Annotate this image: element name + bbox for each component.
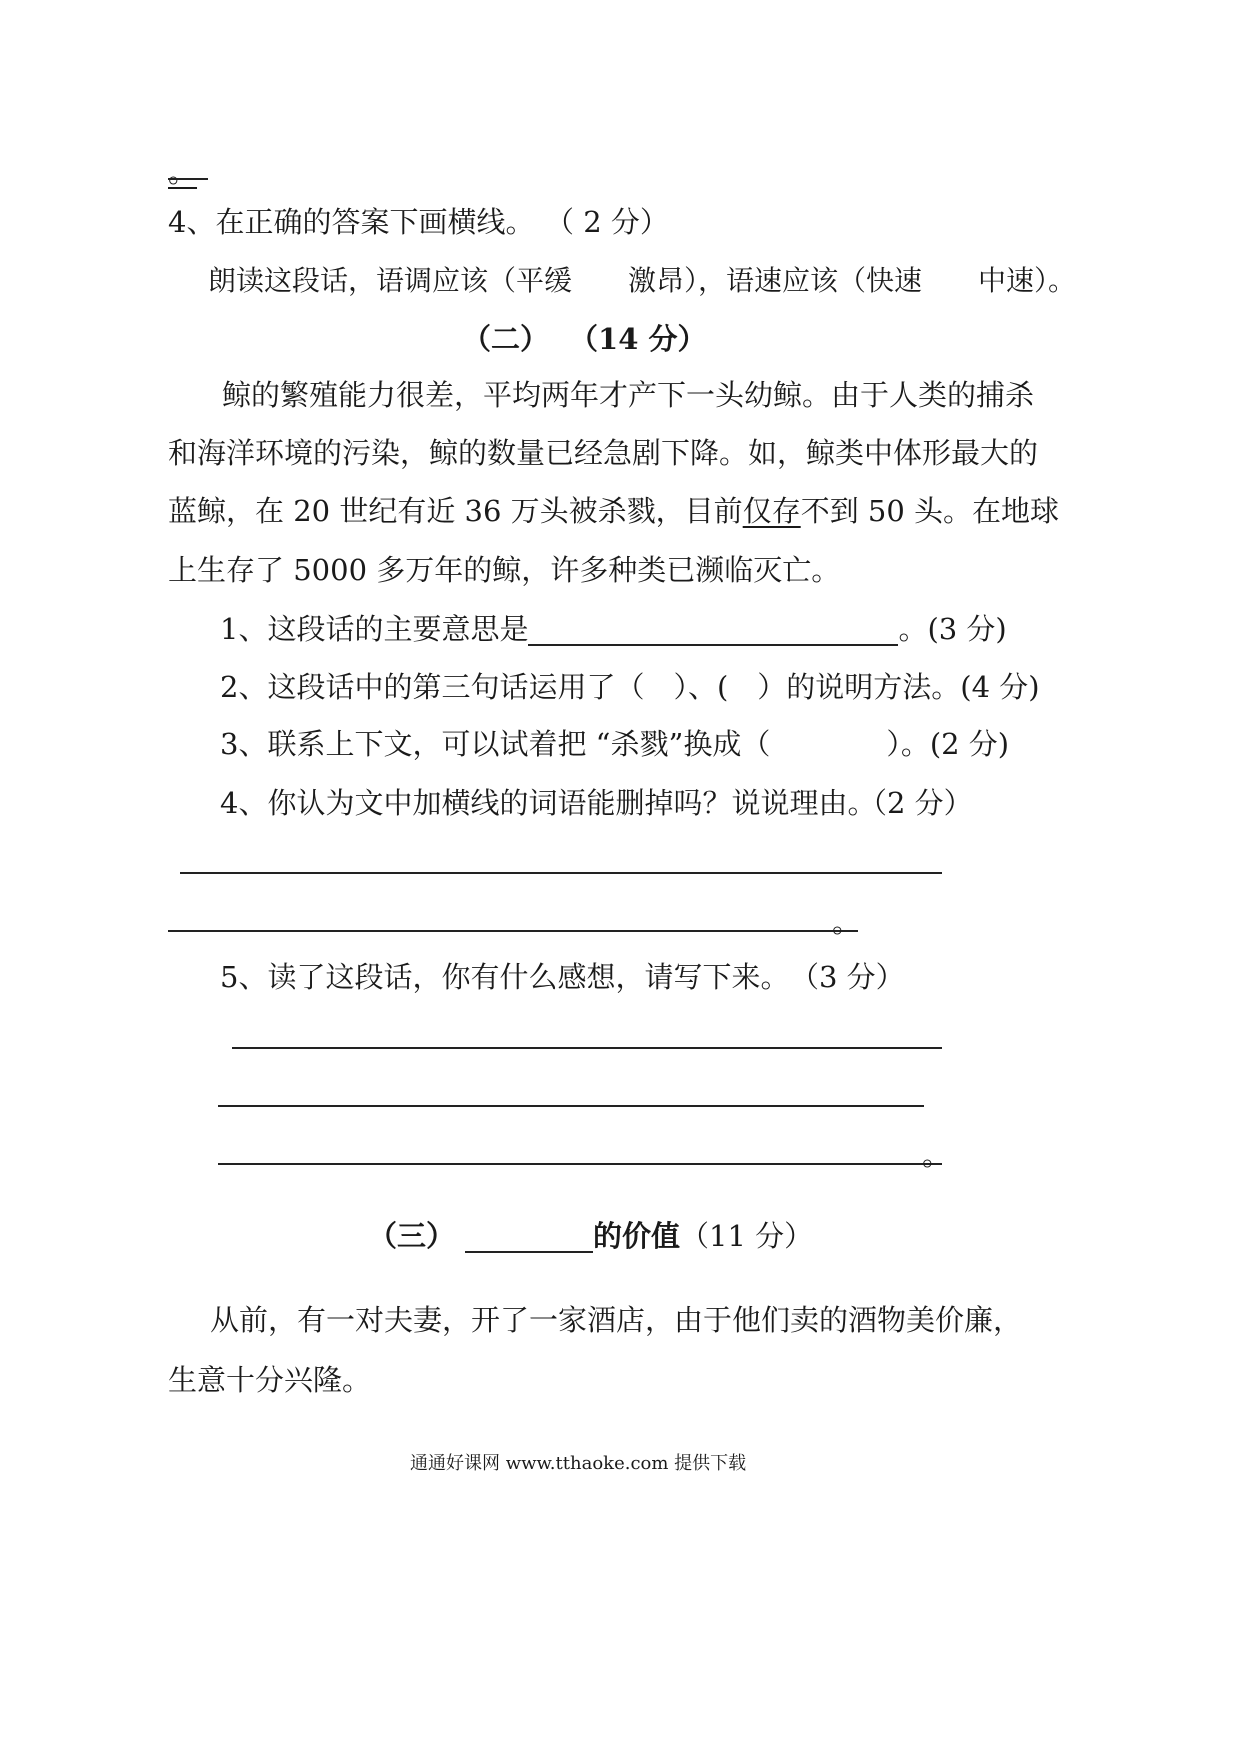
answer-blank-q1[interactable] <box>528 615 898 646</box>
underlined-word: 仅存 <box>742 494 801 528</box>
passage-line-3: 蓝鲸，在 20 世纪有近 36 万头被杀戮，目前仅存不到 50 头。在地球 <box>168 494 1060 528</box>
section-2-heading: （二） （14 分） <box>462 322 707 356</box>
trailing-period: 。 <box>168 155 198 189</box>
answer-line-top <box>168 178 208 180</box>
section-3-line-1: 从前，有一对夫妻，开了一家酒店，由于他们卖的酒物美价廉， <box>210 1303 1023 1337</box>
answer-line-q4-2[interactable] <box>168 930 858 932</box>
question-4-part1-sentence: 朗读这段话，语调应该（平缓 激昂），语速应该（快速 中速）。 <box>208 264 1077 297</box>
question-3: 3、联系上下文，可以试着把 “杀戮”换成（ ）。(2 分) <box>220 727 1010 761</box>
passage-line-2: 和海洋环境的污染，鲸的数量已经急剧下降。如，鲸类中体形最大的 <box>168 436 1039 470</box>
question-5-score: （3 分） <box>790 960 905 994</box>
question-4-score: （2 分） <box>858 786 973 820</box>
question-4: 4、你认为文中加横线的词语能删掉吗？说说理由。 <box>220 786 877 820</box>
answer-line-q5-2[interactable] <box>218 1105 924 1107</box>
question-4-part1-score: （ 2 分） <box>545 205 669 239</box>
passage-line-1: 鲸的繁殖能力很差，平均两年才产下一头幼鲸。由于人类的捕杀 <box>222 378 1035 412</box>
section-3-heading: （三） 的价值（11 分） <box>368 1219 814 1253</box>
answer-line-q4-1[interactable] <box>180 872 942 874</box>
question-5-end-period: 。 <box>922 1138 952 1172</box>
answer-line-q5-1[interactable] <box>232 1047 942 1049</box>
question-4-end-period: 。 <box>832 905 862 939</box>
question-5: 5、读了这段话，你有什么感想，请写下来。 <box>220 960 790 994</box>
answer-line-q5-3[interactable] <box>218 1163 942 1165</box>
question-2: 2、这段话中的第三句话运用了（ ）、( ）的说明方法。(4 分) <box>220 670 1040 704</box>
question-4-part1: 4、在正确的答案下画横线。 <box>168 205 535 239</box>
section-3-line-2: 生意十分兴隆。 <box>168 1363 372 1397</box>
passage-line-4: 上生存了 5000 多万年的鲸，许多种类已濒临灭亡。 <box>168 553 841 587</box>
question-1: 1、这段话的主要意思是 。(3 分) <box>220 612 1007 646</box>
page-footer: 通通好课网 www.tthaoke.com 提供下载 <box>410 1453 747 1474</box>
title-blank[interactable] <box>465 1222 593 1253</box>
